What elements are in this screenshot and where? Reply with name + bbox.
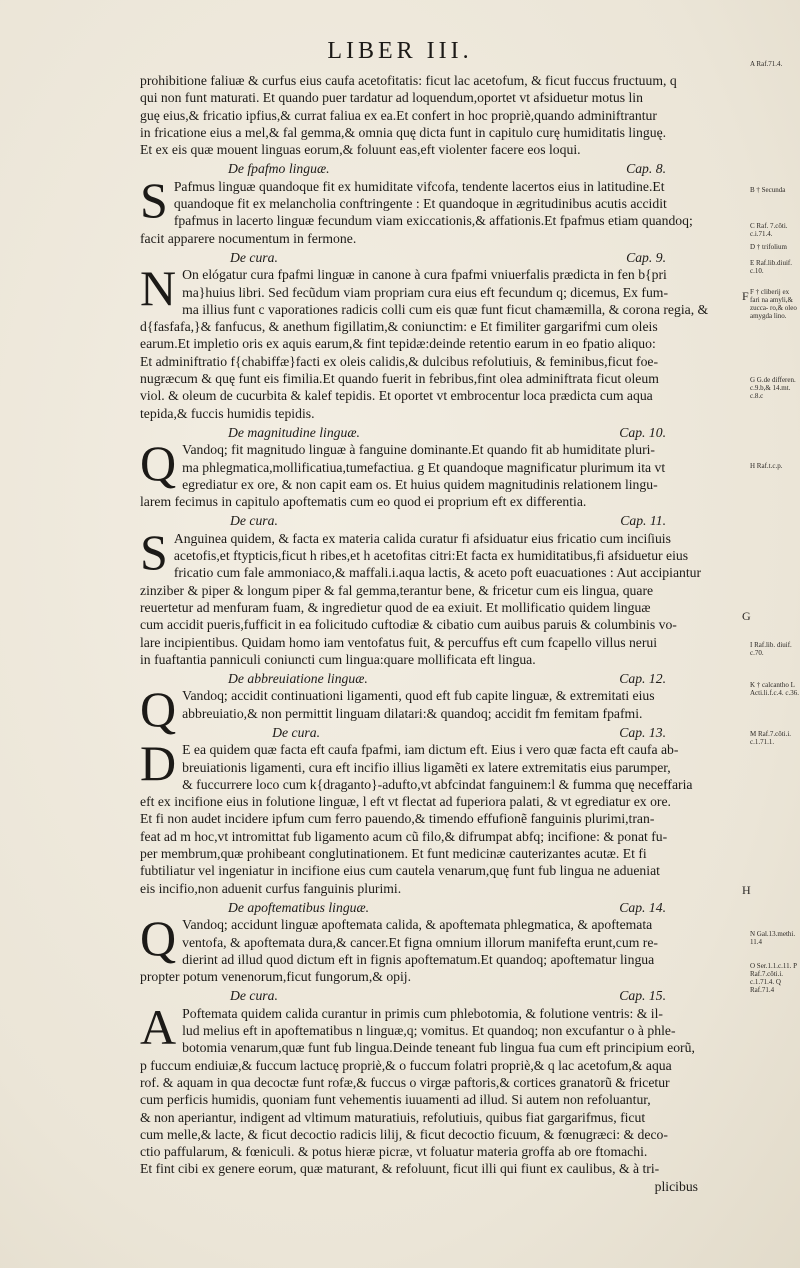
- text-line: guę eius,& fricatio ipfius,& currat faliua ex ea.Et confert in hoc propriè,quando adminiftrantur: [140, 107, 657, 123]
- marginal-note: K † calcantho L Acti.li.f.c.4. c.36.: [750, 681, 799, 697]
- chapter-paragraph: [140, 523, 746, 668]
- drop-cap: S: [140, 523, 168, 580]
- text-line: botomia venarum,quæ funt fub lingua.Deinde teneant fub lingua fua cum eft principium eorũ,: [182, 1040, 695, 1056]
- drop-cap: D: [140, 735, 177, 792]
- text-line: breuiationis ligamenti, cura eft incifio illius ligamẽti ex latere extremitatis eius parumper,: [182, 759, 671, 775]
- text-line: Vandoq; fit magnitudo linguæ à fanguine dominante.Et quando fit ab humiditate pluri-: [182, 442, 655, 458]
- text-line: nugræcum & quę funt eis fimilia.Et quando fuerit in febribus,fint olea adminiftrata ficut oleum: [140, 371, 659, 387]
- text-line: Et ex eis quæ mouent linguas eorum,& foluunt eas,eft violenter facere eos loqui.: [140, 142, 581, 158]
- chapter-number: Cap. 10.: [619, 424, 666, 440]
- side-letter: F: [742, 289, 749, 303]
- marginal-note: B † Secunda: [750, 186, 786, 194]
- text-line: d{fasfafa,}& fanfucus, & anethum figillatim,& coniunctim: e Et fimiliter gargarifmi cum oleis: [140, 319, 658, 335]
- side-letter: G: [742, 609, 751, 623]
- text-line: earum.Et impletio oris ex aquis earum,& fint tepidæ:deinde retentio earum in eo fpatio aliquo:: [140, 336, 656, 352]
- chapter-heading: [140, 899, 746, 916]
- chapter-number: Cap. 15.: [619, 988, 666, 1004]
- chapter-heading: [140, 512, 746, 529]
- chapter-heading: [140, 424, 746, 441]
- text-line: cum melle,& lacte, & ficut decoctio radicis lilij, & ficut decoctio ficuum, & fœnugræci: & deco-: [140, 1126, 668, 1142]
- text-line: quandoque fit ex melancholia conftringente : Et quandoque in ægritudinibus acutis accidit: [173, 196, 667, 212]
- text-line: in fricatione eius a mel,& fal gemma,& omnia quę dicta funt in capitulo curę humiditatis linguę.: [140, 124, 667, 140]
- marginal-note: G G.de differen. c.9.b,& 14.mt. c.8.c: [750, 376, 796, 400]
- text-line: fpafmus in lacerto linguæ fecundum viam exiccationis,& affationis.Et fpafmus etiam quandoq;: [173, 213, 693, 229]
- text-line: cum perficis humidis, quoniam funt vehementis iuuamenti ad illud. Si autem non refoluantur,: [140, 1092, 651, 1108]
- marginal-note: M Raf.7.cõti.i. c.1.71.1.: [750, 730, 792, 746]
- chapter-title: De cura.: [230, 513, 278, 529]
- text-line: ma phlegmatica,mollificatiua,tumefactiua. g Et quandoque magnificatur plurimum ita vt: [182, 459, 666, 475]
- chapter-number: Cap. 14.: [619, 899, 666, 915]
- marginal-note: O Ser.1.1.c.11. P Raf.7.cõti.i. c.1.71.4. Q Raf.71.4: [750, 962, 797, 994]
- chapter-paragraph: [140, 910, 746, 985]
- marginal-note: F † cliberij ex fari na amyli,& zucca- ro,& oleo amygda lino.: [750, 288, 797, 320]
- text-line: ventofa, & apoftemata dura,& cancer.Et figna omnium illorum manifefta erunt,cum re-: [182, 934, 658, 950]
- chapter-paragraph: [140, 735, 746, 897]
- marginal-note: A Raf.71.4.: [750, 60, 783, 68]
- chapter-heading: [140, 987, 746, 1004]
- marginal-note: H Raf.t.c.p.: [750, 462, 783, 470]
- text-line: acetofis,et ftypticis,ficut h ribes,et h acetofitas citri:Et facta ex humiditatibus,fi afsiduetur eius: [173, 548, 689, 564]
- main-text-column: [140, 72, 746, 1195]
- text-line: Pafmus linguæ quandoque fit ex humiditate vifcofa, tendente lacertos eius in latitudine.Et: [173, 178, 665, 194]
- text-line: facit apparere nocumentum in fermone.: [140, 230, 357, 246]
- text-line: lud melius eft in apoftematibus n linguæ,q; vomitus. Et quandoq; non excufantur o à phle-: [182, 1023, 676, 1039]
- chapter-heading: [140, 249, 746, 266]
- chapter-paragraph: [140, 435, 746, 510]
- text-line: reuertetur ad menfuram fuam, & ingredietur quod de ea exiuit. Et mollificatio quidem linguæ: [140, 599, 651, 615]
- chapter-number: Cap. 8.: [626, 161, 666, 177]
- marginal-note: E Raf.lib.diuif. c.10.: [750, 259, 792, 275]
- text-line: ctio paffularum, & fœniculi. & potus hieræ picræ, vt foluatur materia groffa ab ore ftomachi.: [140, 1144, 648, 1160]
- text-line: cum accidit pueris,fufficit in ea folicitudo cuftodiæ & cibatio cum auibus paruis & columbinis vo-: [140, 617, 677, 633]
- marginal-note: D † trifolium: [750, 243, 787, 251]
- chapter-paragraph: [140, 171, 746, 247]
- text-line: & fuccurrere loco cum k{draganto}-adufto,vt abfcindat fanguinem:l & fumma quę neceffaria: [182, 776, 693, 792]
- text-line: eft ex incifione eius in folutione linguæ, l eft vt flectat ad fuperiora palati, & vt egrediatur ex ore.: [140, 794, 671, 810]
- chapter-title: De cura.: [230, 988, 278, 1004]
- text-line: viol. & oleum de cucurbita & kalef tepidis. Et oportet vt embrocentur loca prædicta cum aqua: [140, 388, 653, 404]
- chapter-title: De cura.: [230, 249, 278, 265]
- text-line: On elógatur cura fpafmi linguæ in canone à cura fpafmi vniuerfalis prædicta in fen b{pri: [182, 267, 667, 283]
- text-line: p fuccum endiuiæ,& fuccum lactucę propriè,& o fuccum folatri propriè,& q lac acetofum,& aqua: [140, 1057, 672, 1073]
- text-line: zinziber & piper & longum piper & fal gemma,terantur bene, & fricetur cum eis lingua, quare: [140, 582, 654, 598]
- drop-cap: Q: [140, 435, 177, 492]
- drop-cap: A: [140, 998, 177, 1055]
- drop-cap: Q: [140, 910, 177, 967]
- chapter-number: Cap. 13.: [619, 724, 666, 740]
- text-line: ma}huius libri. Sed fecũdum viam propriam cura eius eft fecundum q; dicemus, Ex fum-: [182, 284, 668, 300]
- chapter-number: Cap. 9.: [626, 249, 666, 265]
- drop-cap: S: [140, 171, 168, 228]
- marginal-note: I Raf.lib. diuif. c.70.: [750, 641, 792, 657]
- text-line: abbreuiatio,& non permittit linguam dilatari:& quandoq; accidit fm femitam fpafmi.: [182, 705, 643, 721]
- text-line: qui non funt maturati. Et quando puer tardatur ad loquendum,oportet vt afsiduetur motus lin: [140, 90, 643, 106]
- text-line: lare incipientibus. Quidam homo iam ventofatus fuit, & percuffus eft cum fcapello villus nerui: [140, 634, 658, 650]
- catchword: plicibus: [654, 1178, 698, 1194]
- chapter-number: Cap. 11.: [620, 513, 666, 529]
- text-line: Vandoq; accidunt linguæ apoftemata calida, & apoftemata phlegmatica, & apoftemata: [182, 917, 653, 933]
- opening-paragraph: [140, 72, 746, 158]
- chapter-heading: [140, 670, 746, 687]
- side-letter: H: [742, 883, 751, 897]
- marginal-note: N Gal.13.methi. 11.4: [750, 930, 796, 946]
- text-line: feat ad m hoc,vt intromittat fub ligamento acum cũ filo,& difrumpat abfq; incifione: & ponat fu-: [140, 828, 668, 844]
- drop-cap: Q: [140, 681, 177, 738]
- text-line: larem fecimus in capitulo apoftematis cum eo quod ei proprium eft ex differentia.: [140, 494, 587, 510]
- text-line: fubtiliatur vel ingeniatur in incifione eius cum cautela venarum,quę funt fub lingua ne adueniat: [140, 863, 660, 879]
- text-line: rof. & aquam in qua decoctæ funt rofæ,& fuccus o virgæ paftoris,& cortices granatorũ & fricetur: [140, 1074, 670, 1090]
- text-line: fricatio cum fale ammoniaco,& maffali.i.aqua lactis, & aceto poft euacuationes : Aut accipiantur: [173, 565, 702, 581]
- chapter-heading: [140, 160, 746, 177]
- chapter-number: Cap. 12.: [619, 671, 666, 687]
- chapter-title: De apoftematibus linguæ.: [228, 899, 370, 915]
- text-line: in fuaftantia panniculi coniuncti cum lingua:quare mollificata eft lingua.: [140, 651, 536, 667]
- chapter-title: De magnitudine linguæ.: [228, 424, 360, 440]
- text-line: Et adminiftratio f{chabiffæ}facti ex oleis calidis,& dulcibus refolutiuis, & feminibus,ficut foe-: [140, 353, 659, 369]
- page-header: LIBER III.: [327, 38, 473, 64]
- text-line: Et fint cibi ex genere eorum, quæ maturant, & refoluunt, ficut illi qui fiunt ex caulibus, & à tri-: [140, 1161, 660, 1177]
- text-line: Anguinea quidem, & facta ex materia calida curatur fi afsiduatur eius fricatio cum inciſiuis: [173, 530, 671, 546]
- text-line: Vandoq; accidit continuationi ligamenti, quod eft fub capite linguæ, & extremitati eius: [182, 688, 655, 704]
- text-line: per membrum,quæ prohibeant conglutinationem. Et funt medicinæ cauterizantes acutæ. Et fi: [140, 846, 647, 862]
- chapters: [140, 160, 746, 1177]
- text-line: propter potum venenorum,ficut fungorum,& opij.: [140, 969, 412, 985]
- text-line: dierint ad illud quod dictum eft in fignis apoftematum.Et quandoq; apoftematur lingua: [182, 951, 655, 967]
- text-line: & non aperiantur, indigent ad vltimum maturatiuis, refolutiuis, quibus fiat gargarifmus, ficut: [140, 1109, 646, 1125]
- chapter-heading: [182, 724, 746, 741]
- text-line: ma illius funt c vaporationes radicis colli cum eis quæ funt ficut chamæmilla, & corona regia, &: [182, 301, 709, 317]
- text-line: Poftemata quidem calida curantur in primis cum phlebotomia, & folutione ventris: & il-: [182, 1005, 663, 1021]
- chapter-title: De abbreuiatione linguæ.: [228, 671, 368, 687]
- text-line: E ea quidem quæ facta eft caufa fpafmi, iam dictum eft. Eius i vero quæ facta eft caufa ab-: [182, 742, 679, 758]
- text-line: egrediatur ex ore, & non capit eam os. Et huius quidem magnitudinis relationem lingu-: [182, 476, 658, 492]
- marginal-note: C Raf. 7.cõti. c.i.71.4.: [750, 222, 788, 238]
- text-line: prohibitione faliuæ & curfus eius caufa acetofitatis: ficut lac acetofum, & ficut fuccus fructuum, q: [140, 73, 677, 88]
- text-line: eis incifio,non aduenit curfus fanguinis plurimi.: [140, 880, 402, 896]
- drop-cap: N: [140, 260, 177, 317]
- chapter-paragraph: [140, 998, 746, 1178]
- text-line: Et fi non audet incidere ipfum cum ferro pauendo,& timendo effufionẽ fanguinis plurimi,tran-: [140, 811, 655, 827]
- text-line: tepida,& fuccis humidis tepidis.: [140, 405, 315, 421]
- chapter-paragraph: [140, 260, 746, 422]
- chapter-title: De cura.: [272, 724, 321, 740]
- chapter-title: De fpafmo linguæ.: [228, 161, 330, 177]
